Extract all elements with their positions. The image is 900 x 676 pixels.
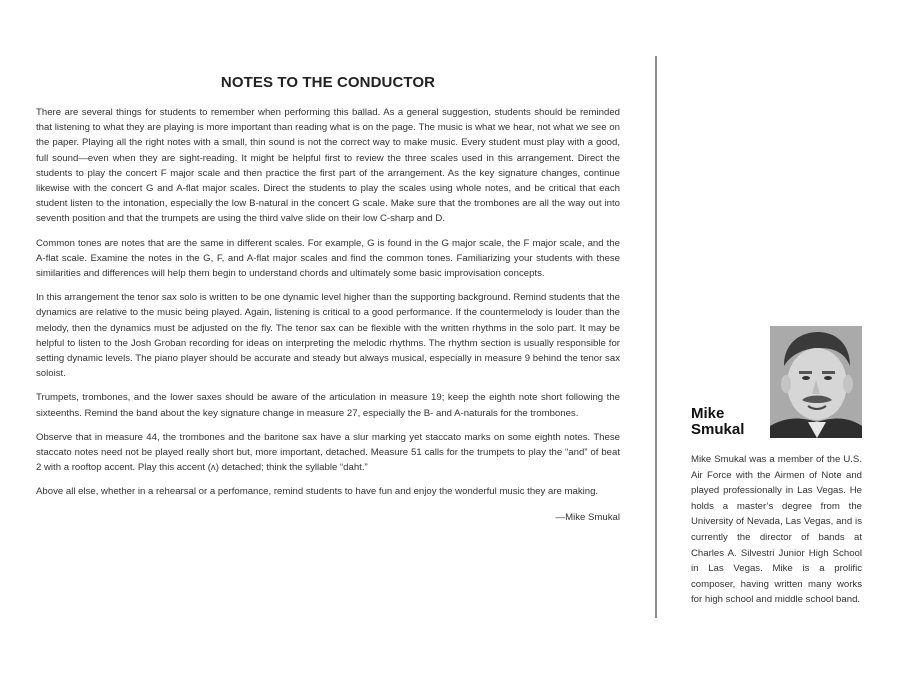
paragraph: Trumpets, trombones, and the lower saxes should be aware of the articulation in measure 19; keep the eighth note short following the sixteenths. Remind the band about the key signature change in measure 27, especially the B- and A-naturals for the trombones. [36,392,620,419]
author-header [691,326,862,438]
paragraph: There are several things for students to remember when performing this ballad. As a general suggestion, students should be reminded that listening to what they are playing is more important than reading what is on the page. The music is what we hear, not what we see on the paper. Playing all the right notes with a small, thin sound is not the correct way to make music. Every student must play with a good, full sound—even when they are sight-reading. It might be helpful first to review the three scales used in this arrangement. Direct the students to play the concert F major scale and then practice the first part of the arrangement. As the key signature changes, continue likewise with the concert G and A-flat major scales. Direct the students to play the scales using whole notes, and be critical that each student listen to the intonation, especially the low B-natural in the concert G scale. Make sure that the trombones are all the way out into seventh position and that the trumpets are using the third valve slide on their low C-sharp and D. [36,107,620,225]
signature: —Mike Smukal [555,511,620,523]
paragraph: In this arrangement the tenor sax solo is written to be one dynamic level higher than the supporting background. Remind students that the dynamics are relative to the music being played. Again, listening is critical to a good performance. If the countermelody is louder than the melody, then the dynamics must be adjusted on the fly. The tenor sax can be flexible with the written rhythms in the solo part. It may be helpful to listen to the Josh Groban recording for ideas on interpreting the melodic rhythms. The rhythm section is usually responsible for setting dynamic levels. The piano player should be accurate and steady but always musical, especially in measure 9 behind the tenor sax soloist. [36,292,620,380]
author-name [691,406,744,438]
paragraph: Common tones are notes that are the same in different scales. For example, G is found in the G major scale, the F major scale, and the A-flat scale. Examine the notes in the G, F, and A-flat major scales and find the common tones. Familiarizing your students with these similarities and differences will help them begin to understand chords and ultimately some basic improvisation concepts. [36,237,620,280]
page-title: NOTES TO THE CONDUCTOR [220,74,436,91]
paragraph: Above all else, whether in a rehearsal or a perfomance, remind students to have fun and enjoy the wonderful music they are making. [36,486,599,498]
paragraph: Observe that in measure 44, the trombones and the baritone sax have a slur marking yet staccato marks on some eighth notes. These staccato notes need not be played really short but, more important, detached. Measure 51 calls for the trumpets to play the “and” of beat 2 with a rooftop accent. Play this accent (ʌ) detached; think the syllable “daht.” [36,431,620,474]
column-divider [655,56,657,618]
notes-section [36,74,620,523]
author-sidebar [691,326,862,618]
author-bio: Mike Smukal was a member of the U.S. Air Force with the Airmen of Note and played professionally in Las Vegas. He holds a master’s degree from the University of Nevada, Las Vegas, and is currently the director of bands at Charles A. Silvestri Junior High School in Las Vegas. Mike is a prolific composer, having written many works for high school and middle school band. [691,454,862,606]
author-first-name: Mike [691,405,725,422]
author-last-name: Smukal [691,421,745,438]
author-portrait-icon [770,326,862,438]
